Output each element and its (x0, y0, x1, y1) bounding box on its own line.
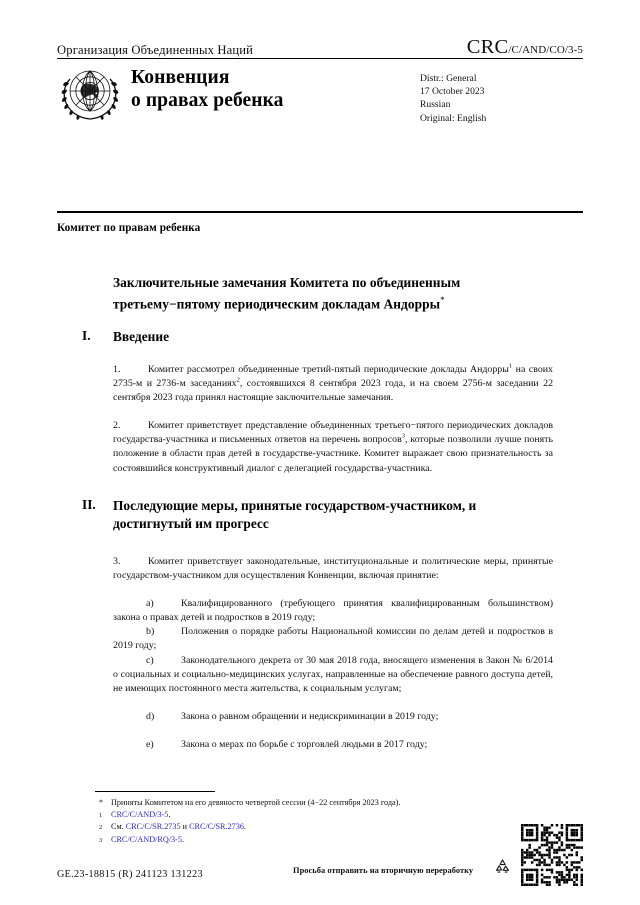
list-item-text: Положения о порядке работы Национальной комиссии по делам детей и подростков в 2019 году; (113, 626, 553, 652)
paragraph-number: 3. (113, 556, 121, 567)
distribution-type: Distr.: General (420, 73, 477, 84)
distribution-block (420, 72, 486, 125)
convention-title (131, 66, 284, 112)
footnote-text-after: . (168, 809, 171, 819)
document-symbol-main: CRC (466, 36, 509, 58)
footnote-text-after: . (243, 822, 246, 832)
list-item-text: Квалифицированного (требующего принятия квалифицированным большинством) закона о правах детей и подростков в 2019 году; (113, 598, 553, 624)
paragraph-3 (113, 555, 553, 583)
committee-name: Комитет по правам ребенка (57, 222, 201, 234)
section-heading-followup (82, 497, 552, 533)
section-number: I. (82, 328, 91, 343)
paragraph-number: 2. (113, 420, 121, 431)
paragraph-text-part2: на своих 2735-м и 2736-м заседаниях (113, 364, 553, 390)
footnote-marker: 1 (99, 811, 103, 819)
footnote-marker: * (99, 798, 103, 807)
distribution-original: Original: English (420, 112, 487, 124)
paragraph-text-part1: Комитет приветствует законодательные, институциональные и политические меры, принятые государством-участником для осуществления Конвенции, включая принятие: (113, 556, 553, 582)
list-item (113, 710, 553, 724)
section-number: II. (82, 497, 96, 512)
footnote-item (99, 809, 569, 822)
list-item-marker: e) (146, 739, 154, 750)
list-item-text: Законодательного декрета от 30 мая 2018 года, вносящего изменения в Закон № 6/2014 о социальных и социально-медицинских услугах, направленные на обеспечение равного доступа детей, не имеющих постоянного места жительства, к социальным услугам; (113, 655, 553, 695)
list-item (113, 654, 553, 697)
footnote-ref-3: 3 (401, 432, 406, 440)
footnote-ref-2: 2 (236, 376, 240, 384)
footnote-link[interactable]: CRC/C/SR.2735 (125, 822, 181, 832)
distribution-language: Russian (420, 99, 451, 111)
recycle-icon (492, 857, 513, 878)
page-title (113, 274, 553, 312)
section-title: Введение (113, 329, 170, 344)
footnote-marker: 2 (99, 824, 103, 832)
distribution-date: 17 October 2023 (420, 86, 485, 98)
footnote-link[interactable]: CRC/C/AND/RQ/3-5 (111, 834, 182, 844)
list-item-marker: a) (146, 598, 154, 609)
section-title: Последующие меры, принятые государством-участником, и достигнутый им прогресс (113, 498, 477, 531)
footnote-item (99, 834, 569, 847)
list-item-text: Закона о равном обращении и недискриминации в 2019 году; (181, 711, 439, 722)
paragraph-text-part1: Комитет приветствует представление объединенных третьего−пятого периодических докладов государства-участника и письменных ответов на перечень вопросов (113, 420, 553, 446)
list-item-text: Закона о мерах по борьбе с торговлей людьми в 2017 году; (181, 739, 428, 750)
paragraph-number: 1. (113, 364, 121, 375)
convention-title-line1: Конвенция (131, 67, 230, 88)
footnote-marker: 3 (99, 836, 103, 844)
footnote-item (99, 821, 569, 834)
document-symbol (467, 36, 583, 59)
footnote-item (99, 797, 569, 809)
footnote-link[interactable]: CRC/C/AND/3-5 (111, 809, 169, 819)
footnote-text: Приняты Комитетом на его девяносто четвертой сессии (4−22 сентября 2023 года). (111, 798, 401, 807)
footnote-ref-1: 1 (508, 362, 513, 370)
un-emblem-icon (60, 66, 120, 124)
document-code: GE.23-18815 (R) 241123 131223 (57, 869, 203, 880)
paragraph-text-part1: Комитет рассмотрел объединенные третий-пятый периодические доклады Андорры (148, 364, 509, 375)
footnote-link-secondary[interactable]: CRC/C/SR.2736 (189, 822, 244, 832)
list-item-marker: b) (146, 626, 155, 637)
paragraph-2 (113, 419, 553, 476)
list-item (113, 597, 553, 625)
footnote-list (99, 797, 569, 846)
qr-code (521, 824, 583, 886)
document-symbol-sub: /C/AND/CO/3-5 (508, 44, 583, 56)
organization-name: Организация Объединенных Наций (57, 43, 254, 57)
page-title-text: Заключительные замечания Комитета по объединенным третьему−пятому периодическим докладам Андорры (113, 275, 461, 311)
footnote-text-after: . (181, 834, 185, 844)
committee-divider (57, 211, 583, 213)
footnote-text: См. (111, 822, 126, 832)
list-item (113, 738, 553, 752)
paragraph-1 (113, 363, 553, 406)
masthead (57, 36, 583, 59)
section-heading-introduction (82, 328, 552, 346)
convention-title-line2: о правах ребенка (131, 90, 284, 111)
list-item-marker: d) (146, 711, 155, 722)
page-title-footnote-marker: * (440, 294, 445, 305)
paragraph-text-part3: , состоявшихся 8 сентября 2023 года, и на своем 2756-м заседании 22 сентября 2023 года принял настоящие заключительные замечания. (113, 378, 554, 404)
header-divider (57, 58, 583, 59)
footnote-separator (95, 791, 215, 792)
footnote-conjunction: и (180, 822, 190, 832)
recycle-note: Просьба отправить на вторичную переработку (293, 866, 474, 875)
paragraph-text-part2: , которые позволили лучше понять положение в области прав детей в государстве-участнике. Комитет выражает свою признательность за состоявшийся конструктивный диалог с делегацией государства-участника. (113, 434, 553, 474)
list-item-marker: c) (146, 655, 154, 666)
list-item (113, 625, 553, 653)
